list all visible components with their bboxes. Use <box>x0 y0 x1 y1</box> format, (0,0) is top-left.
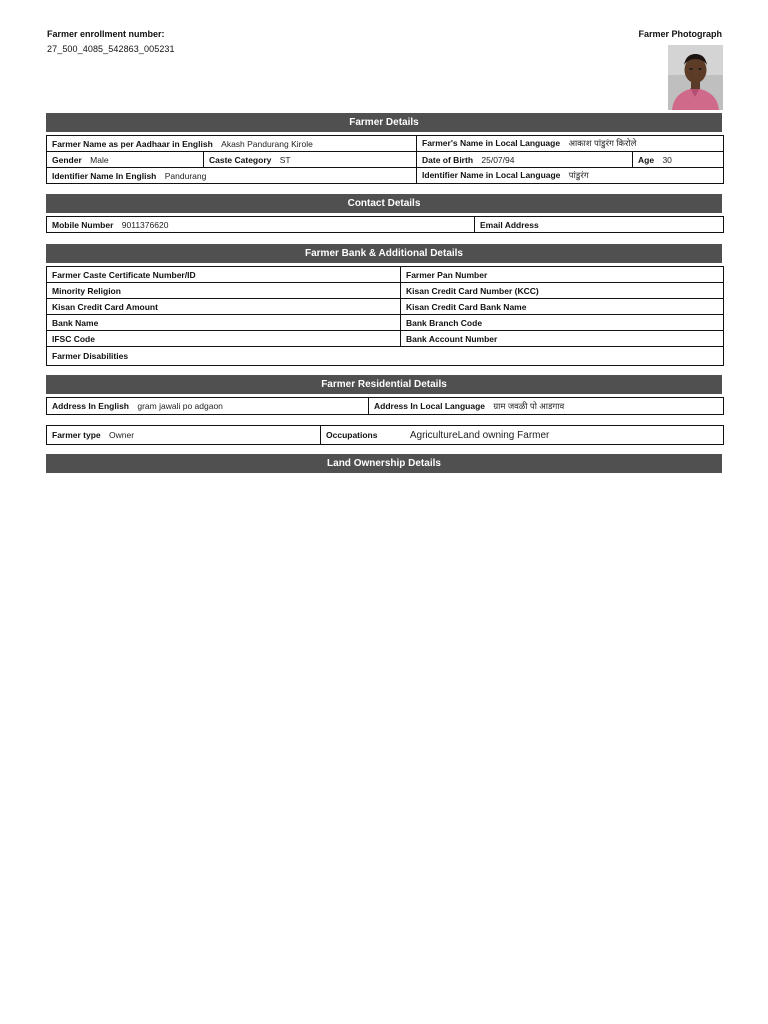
account-number-cell <box>401 331 724 347</box>
caste-value: ST <box>279 154 291 165</box>
age-value: 30 <box>662 154 672 165</box>
identifier-english-value: Pandurang <box>164 170 207 181</box>
kcc-number-label: Kisan Credit Card Number (KCC) <box>406 285 539 296</box>
bank-details-header: Farmer Bank & Additional Details <box>46 244 722 263</box>
identifier-local-cell <box>417 168 724 184</box>
bank-details-table <box>46 266 724 366</box>
disabilities-cell <box>47 347 724 366</box>
table-row <box>47 168 724 184</box>
identifier-english-label: Identifier Name In English <box>52 170 157 181</box>
residential-details-table <box>46 397 724 415</box>
farmer-details-table <box>46 135 724 184</box>
address-local-cell <box>369 398 724 415</box>
kcc-bank-cell <box>401 299 724 315</box>
table-row <box>47 267 724 283</box>
residential-details-header: Farmer Residential Details <box>46 375 722 394</box>
mobile-value: 9011376620 <box>121 219 169 230</box>
age-label: Age <box>638 154 655 165</box>
minority-label: Minority Religion <box>52 285 121 296</box>
address-local-value: ग्राम जवळी पो आडगाव <box>493 400 565 411</box>
bank-name-label: Bank Name <box>52 317 99 328</box>
photo-label: Farmer Photograph <box>638 29 722 39</box>
email-label: Email Address <box>480 219 539 230</box>
address-english-cell <box>47 398 369 415</box>
branch-code-cell <box>401 315 724 331</box>
name-local-value: आकाश पांडुरंग किरोले <box>568 138 637 148</box>
photo-block <box>638 29 722 39</box>
land-ownership-header: Land Ownership Details <box>46 454 722 473</box>
mobile-label: Mobile Number <box>52 219 114 230</box>
kcc-number-cell <box>401 283 724 299</box>
person-photo-icon <box>668 45 723 110</box>
branch-code-label: Bank Branch Code <box>406 317 483 328</box>
name-local-label: Farmer's Name in Local Language <box>422 138 561 148</box>
email-cell <box>475 217 724 233</box>
caste-certificate-cell <box>47 267 401 283</box>
enrollment-label: Farmer enrollment number: <box>47 29 165 39</box>
identifier-english-cell <box>47 168 417 184</box>
gender-value: Male <box>90 154 109 165</box>
table-row <box>47 217 724 233</box>
table-row <box>47 136 724 152</box>
table-row <box>47 283 724 299</box>
gender-label: Gender <box>52 154 82 165</box>
dob-label: Date of Birth <box>422 154 474 165</box>
address-english-value: gram jawali po adgaon <box>137 401 223 411</box>
caste-certificate-label: Farmer Caste Certificate Number/ID <box>52 269 196 280</box>
identifier-local-label: Identifier Name in Local Language <box>422 170 561 180</box>
pan-cell <box>401 267 724 283</box>
ifsc-label: IFSC Code <box>52 333 95 344</box>
gender-cell <box>47 152 204 168</box>
name-english-value: Akash Pandurang Kirole <box>221 138 313 149</box>
table-row <box>47 398 724 415</box>
table-row <box>47 331 724 347</box>
mobile-cell <box>47 217 475 233</box>
address-local-label: Address In Local Language <box>374 400 485 411</box>
ifsc-cell <box>47 331 401 347</box>
name-english-label: Farmer Name as per Aadhaar in English <box>52 138 213 149</box>
table-row <box>47 315 724 331</box>
kcc-amount-cell <box>47 299 401 315</box>
table-row <box>47 152 724 168</box>
kcc-bank-label: Kisan Credit Card Bank Name <box>406 301 527 312</box>
pan-label: Farmer Pan Number <box>406 269 488 280</box>
caste-label: Caste Category <box>209 154 272 165</box>
occupations-value: AgricultureLand owning Farmer <box>409 429 550 441</box>
bank-name-cell <box>47 315 401 331</box>
identifier-local-value: पांडुरंग <box>568 170 589 180</box>
farmer-photo <box>668 45 723 110</box>
account-number-label: Bank Account Number <box>406 333 498 344</box>
farmer-type-cell <box>47 426 321 445</box>
table-row <box>47 347 724 366</box>
enrollment-number: 27_500_4085_542863_005231 <box>47 44 175 54</box>
farmer-type-table <box>46 425 724 445</box>
dob-cell <box>417 152 633 168</box>
dob-value: 25/07/94 <box>481 154 515 165</box>
disabilities-label: Farmer Disabilities <box>52 351 129 361</box>
table-row <box>47 426 724 445</box>
age-cell <box>633 152 724 168</box>
enrollment-block <box>47 29 175 54</box>
name-english-cell <box>47 136 417 152</box>
address-english-label: Address In English <box>52 401 129 411</box>
contact-details-header: Contact Details <box>46 194 722 213</box>
caste-cell <box>204 152 417 168</box>
name-local-cell <box>417 136 724 152</box>
kcc-amount-label: Kisan Credit Card Amount <box>52 301 158 312</box>
farmer-type-value: Owner <box>109 430 135 440</box>
minority-cell <box>47 283 401 299</box>
farmer-details-header: Farmer Details <box>46 113 722 132</box>
occupations-cell <box>321 426 724 445</box>
contact-details-table <box>46 216 724 233</box>
occupations-label: Occupations <box>326 429 378 440</box>
farmer-type-label: Farmer type <box>52 430 101 440</box>
table-row <box>47 299 724 315</box>
